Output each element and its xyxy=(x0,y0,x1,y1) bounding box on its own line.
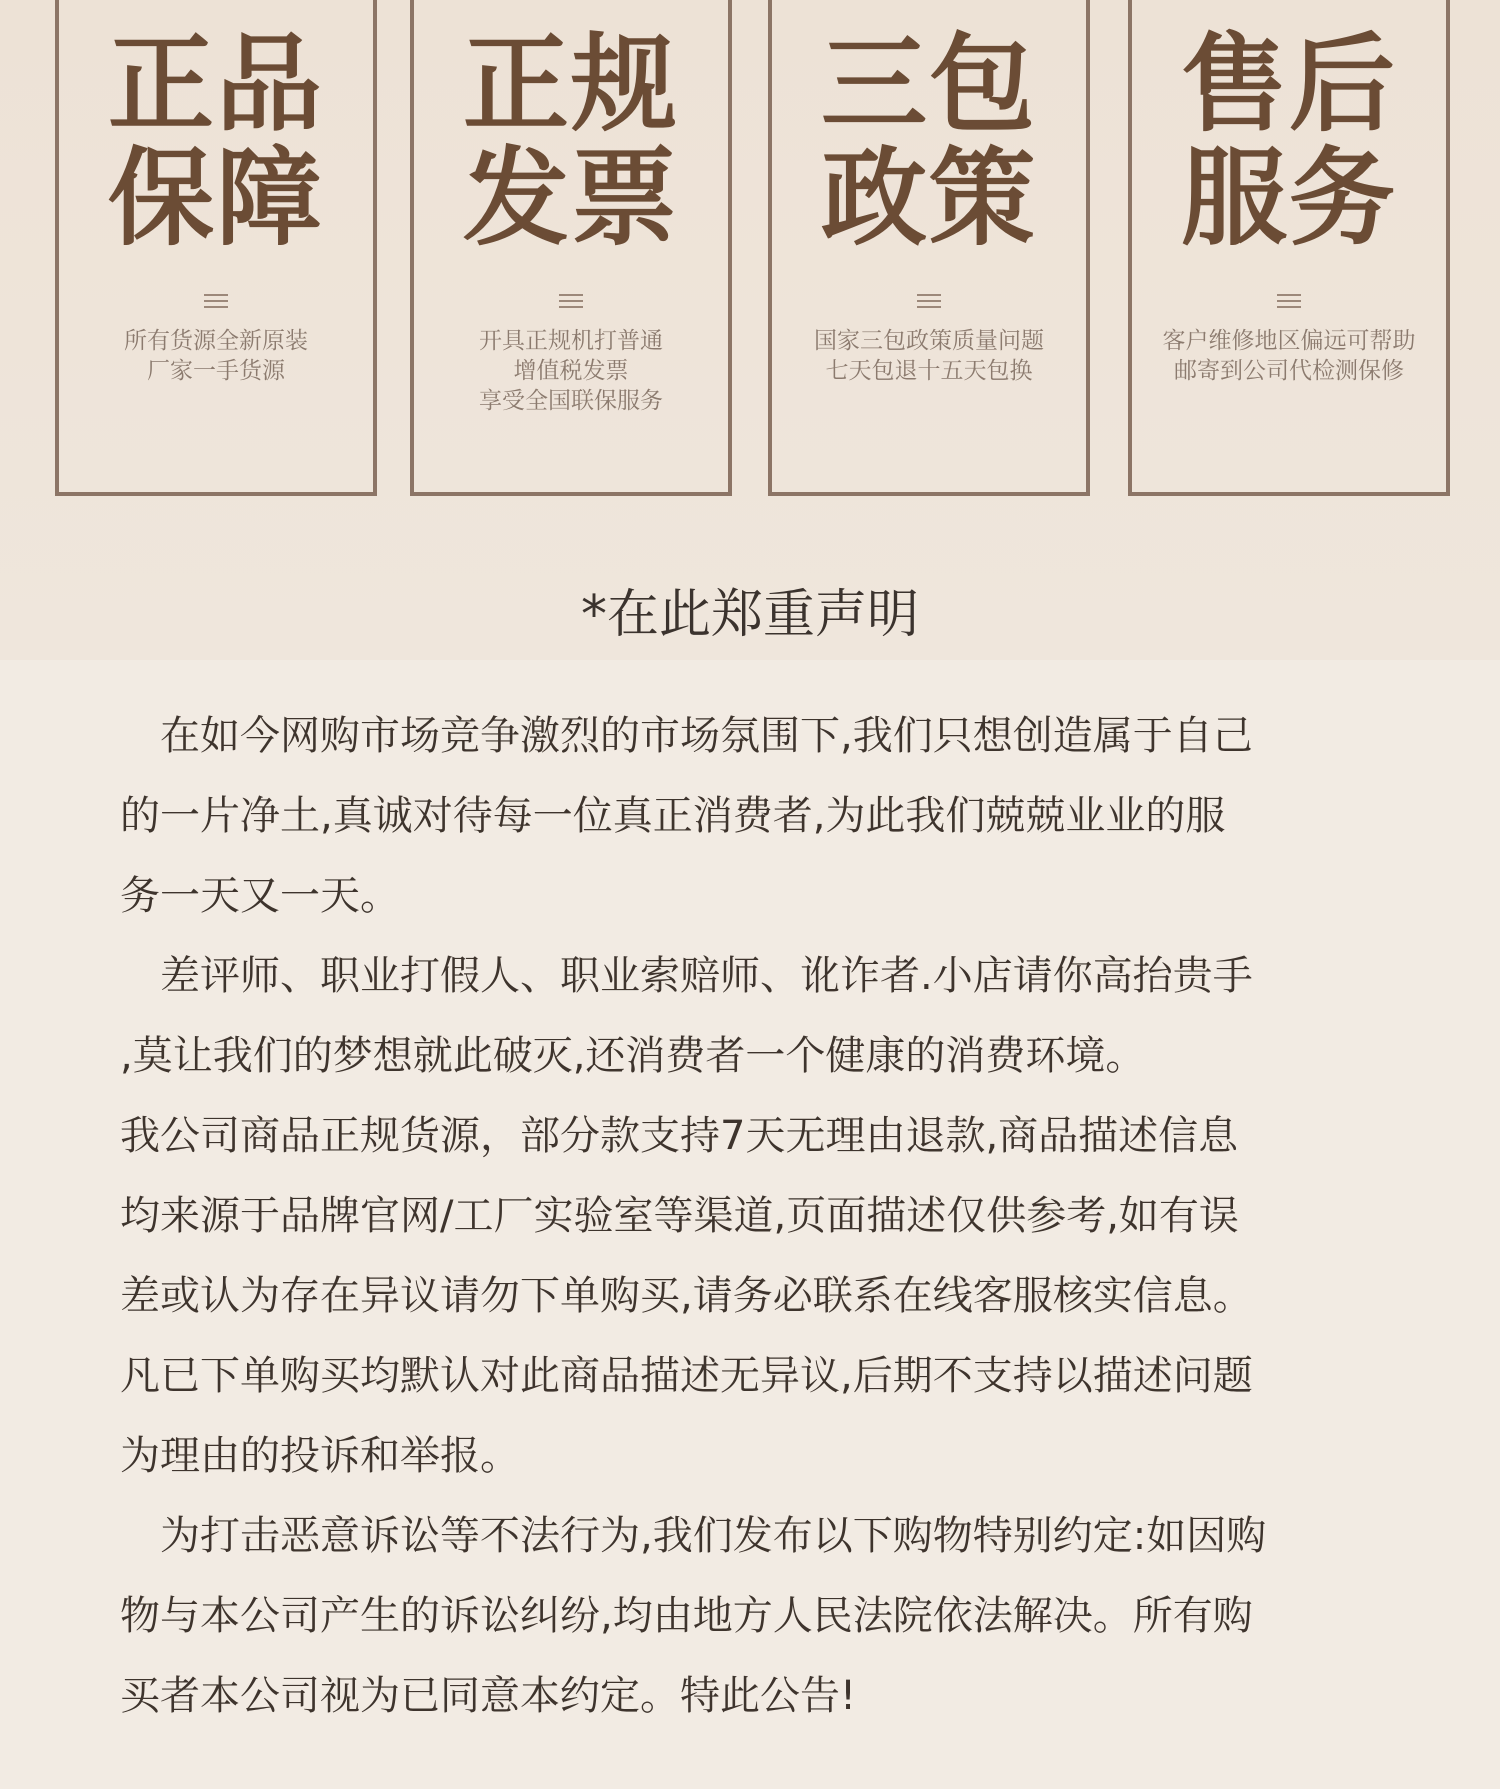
card-description xyxy=(1140,326,1438,386)
card-formal-invoice xyxy=(410,0,732,496)
card-title-line: 三包 xyxy=(821,23,1037,146)
card-genuine-guarantee xyxy=(55,0,377,496)
card-desc-line: 厂家一手货源 xyxy=(147,358,285,384)
card-after-sales xyxy=(1128,0,1450,496)
card-desc-line: 增值税发票 xyxy=(513,358,629,384)
card-title xyxy=(414,23,728,260)
card-title xyxy=(1132,23,1446,260)
statement-body xyxy=(120,696,1410,1736)
card-desc-line: 七天包退十五天包换 xyxy=(825,358,1033,384)
card-description xyxy=(422,326,720,416)
card-title-line: 正规 xyxy=(463,23,679,146)
card-title-line: 发票 xyxy=(463,137,679,260)
card-description xyxy=(67,326,365,386)
card-desc-line: 客户维修地区偏远可帮助 xyxy=(1162,328,1416,354)
statement-line: 我公司商品正规货源，部分款支持7天无理由退款,商品描述信息 xyxy=(120,1113,1239,1159)
statement-line: 务一天又一天。 xyxy=(120,873,400,919)
card-title xyxy=(772,23,1086,260)
card-title-line: 售后 xyxy=(1181,23,1397,146)
card-title-line: 正品 xyxy=(108,23,324,146)
menu-lines-icon xyxy=(559,294,583,312)
menu-lines-icon xyxy=(1277,294,1301,312)
card-desc-line: 邮寄到公司代检测保修 xyxy=(1174,358,1404,384)
card-title-line: 政策 xyxy=(821,137,1037,260)
card-title-line: 服务 xyxy=(1181,137,1397,260)
statement-heading: *在此郑重声明 xyxy=(580,585,919,645)
statement-line: 在如今网购市场竞争激烈的市场氛围下,我们只想创造属于自己 xyxy=(120,713,1253,759)
statement-line: 为理由的投诉和举报。 xyxy=(120,1433,520,1479)
statement-line: 凡已下单购买均默认对此商品描述无异议,后期不支持以描述问题 xyxy=(120,1353,1253,1399)
card-warranty-policy xyxy=(768,0,1090,496)
card-title xyxy=(59,23,373,260)
menu-lines-icon xyxy=(917,294,941,312)
statement-line: 的一片净土,真诚对待每一位真正消费者,为此我们兢兢业业的服 xyxy=(120,793,1226,839)
statement-line: 差或认为存在异议请勿下单购买,请务必联系在线客服核实信息。 xyxy=(120,1273,1253,1319)
statement-line: 物与本公司产生的诉讼纠纷,均由地方人民法院依法解决。所有购 xyxy=(120,1593,1253,1639)
menu-lines-icon xyxy=(204,294,228,312)
card-desc-line: 所有货源全新原装 xyxy=(124,328,308,354)
card-desc-line: 国家三包政策质量问题 xyxy=(814,328,1044,354)
card-title-line: 保障 xyxy=(108,137,324,260)
statement-line: 均来源于品牌官网/工厂实验室等渠道,页面描述仅供参考,如有误 xyxy=(120,1193,1239,1239)
card-desc-line: 享受全国联保服务 xyxy=(479,388,663,414)
service-cards xyxy=(55,0,1455,500)
statement-line: ,莫让我们的梦想就此破灭,还消费者一个健康的消费环境。 xyxy=(120,1033,1146,1079)
card-description xyxy=(780,326,1078,386)
statement-line: 买者本公司视为已同意本约定。特此公告! xyxy=(120,1673,857,1719)
statement-line: 为打击恶意诉讼等不法行为,我们发布以下购物特别约定:如因购 xyxy=(120,1513,1267,1559)
card-desc-line: 开具正规机打普通 xyxy=(479,328,663,354)
statement-line: 差评师、职业打假人、职业索赔师、讹诈者.小店请你高抬贵手 xyxy=(120,953,1253,999)
